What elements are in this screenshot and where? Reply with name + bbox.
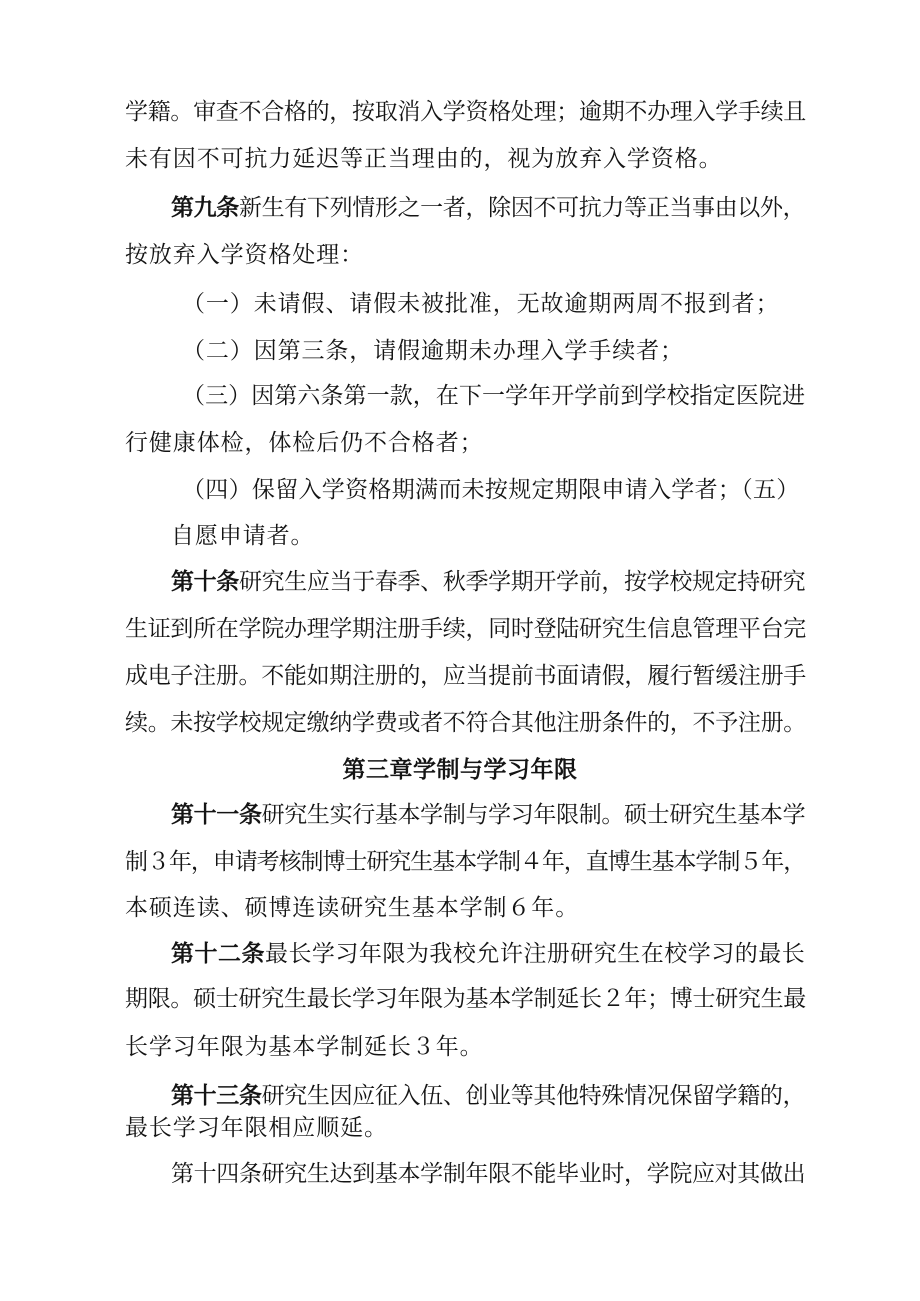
text-line: 制３年，申请考核制博士研究生基本学制４年，直博生基本学制５年，: [125, 849, 805, 875]
list-item: （二）因第三条，请假逾期未办理入学手续者；: [182, 338, 684, 364]
list-item: （一）未请假、请假未被批准，无故逾期两周不报到者；: [182, 291, 780, 317]
text-line: 续。未按学校规定缴纳学费或者不符合其他注册条件的，不予注册。: [125, 710, 807, 736]
article-9-text: 新生有下列情形之一者，除因不可抗力等正当事由以外，: [238, 195, 805, 221]
article-10-text: 研究生应当于春季、秋季学期开学前，按学校规定持研究: [238, 569, 805, 595]
text-line: 长学习年限为基本学制延长３年。: [125, 1034, 484, 1060]
list-item: （四）保留入学资格期满而未按规定期限申请入学者；（五）: [182, 477, 800, 503]
article-13-line: [171, 1081, 805, 1111]
article-11-title: 第十一条: [171, 801, 262, 828]
article-11-line: [171, 800, 805, 830]
article-9-line: [171, 193, 805, 223]
article-13-title: 第十三条: [171, 1082, 262, 1109]
article-11-text: 研究生实行基本学制与学习年限制。硕士研究生基本学: [261, 802, 805, 828]
article-12-title: 第十二条: [171, 940, 265, 967]
article-14-line: 第十四条研究生达到基本学制年限不能毕业时，学院应对其做出: [171, 1161, 805, 1187]
article-9-title: 第九条: [171, 194, 239, 221]
text-line: 学籍。审查不合格的，按取消入学资格处理；逾期不办理入学手续且: [125, 99, 807, 125]
text-line: 期限。硕士研究生最长学习年限为基本学制延长２年；博士研究生最: [125, 986, 807, 1012]
article-10-line: [171, 567, 805, 597]
text-line: 按放弃入学资格处理：: [125, 242, 364, 268]
text-line: 本硕连读、硕博连读研究生基本学制６年。: [125, 895, 580, 921]
text-line: 成电子注册。不能如期注册的，应当提前书面请假，履行暂缓注册手: [125, 663, 807, 689]
list-item: （三）因第六条第一款，在下一学年开学前到学校指定医院进: [182, 383, 805, 409]
text-line: 生证到所在学院办理学期注册手续，同时登陆研究生信息管理平台完: [125, 616, 807, 642]
text-line: 行健康体检，体检后仍不合格者；: [125, 430, 484, 456]
list-item: 自愿申请者。: [171, 523, 315, 549]
article-13-text: 研究生因应征入伍、创业等其他特殊情况保留学籍的，: [261, 1083, 805, 1109]
article-12-line: [171, 939, 805, 969]
chapter-heading: 第三章学制与学习年限: [342, 756, 578, 783]
article-12-text: 最长学习年限为我校允许注册研究生在校学习的最长: [264, 941, 805, 967]
text-line: 最长学习年限相应顺延。: [125, 1115, 388, 1141]
article-10-title: 第十条: [171, 568, 239, 595]
text-line: 未有因不可抗力延迟等正当理由的，视为放弃入学资格。: [125, 146, 723, 172]
